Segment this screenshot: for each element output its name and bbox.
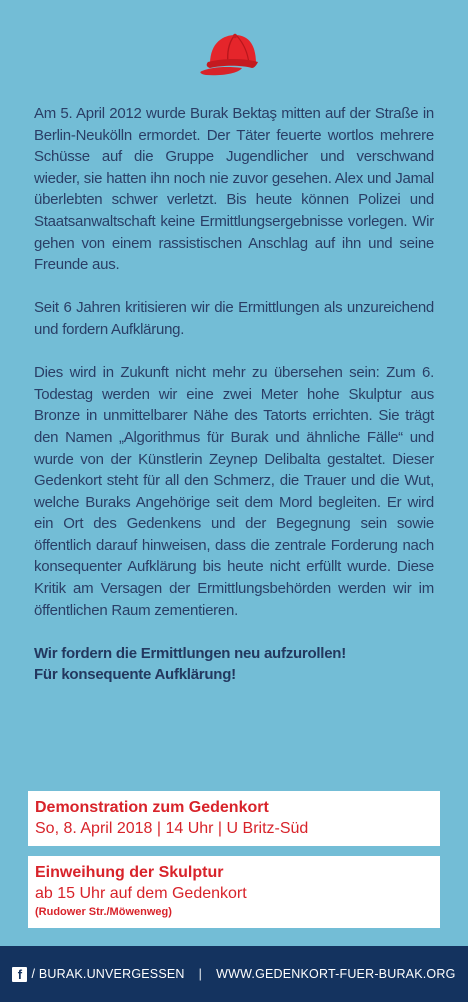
intro-paragraph: Am 5. April 2012 wurde Burak Bektaş mitten auf der Straße in Berlin-Neukölln ermordet. Der Täter feuerte wortlos mehrere Schüsse auf die Gruppe Jugendlicher und verschwand wieder, sie hatten ihn noch nie zuvor gesehen. Alex und Jamal überlebten schwer verletzt. Bis heute können Polizei und Staatsanwaltschaft keine Ermittlungsergebnisse vorlegen. Wir gehen von einem rassistischen Anschlag auf ihn und seine Freunde aus. (34, 105, 434, 274)
footer-bar (0, 946, 468, 1002)
event-demonstration (28, 791, 440, 846)
sculpture-paragraph: Dies wird in Zukunft nicht mehr zu übersehen sein: Zum 6. Todestag werden wir eine zwei Meter hohe Skulptur aus Bronze in unmittelbarer Nähe des Tatorts errichten. Sie trägt den Namen „Algorithmus für Burak und ähnliche Fälle“ und wurde von der Künstlerin Zeynep Delibalta gestaltet. Dieser Gedenkort steht für all den Schmerz, die Trauer und die Wut, welche Buraks Angehörige seit dem Mord begleiten. Er wird ein Ort des Gedenkens und der Begegnung sein sowie öffentlich darauf hinweisen, dass die zentrale Forderung nach konsequenter Aufklärung bis heute nicht erfüllt wurde. Diese Kritik am Versagen der Ermittlungsbehörden werden wir im öffentlichen Raum zementieren. (34, 364, 434, 619)
demand-heading (34, 643, 434, 686)
event-inauguration (28, 856, 440, 928)
event-2-details: ab 15 Uhr auf dem Gedenkort (35, 885, 247, 902)
footer-separator: | (198, 967, 203, 981)
event-1-title: Demonstration zum Gedenkort (35, 799, 269, 816)
facebook-handle[interactable]: / BURAK.UNVERGESSEN (31, 967, 185, 981)
critique-paragraph: Seit 6 Jahren kritisieren wir die Ermittlungen als unzureichend und fordern Aufklärung. (34, 299, 434, 338)
facebook-icon[interactable]: f (12, 967, 27, 982)
main-text (34, 103, 434, 686)
demand-line-2: Für konsequente Aufklärung! (34, 666, 236, 684)
red-cap-icon (198, 30, 264, 84)
demand-line-1: Wir fordern die Ermittlungen neu aufzurollen! (34, 644, 346, 662)
event-1-details: So, 8. April 2018 | 14 Uhr | U Britz-Süd (35, 820, 309, 837)
website-link[interactable]: WWW.GEDENKORT-FUER-BURAK.ORG (216, 967, 456, 981)
event-2-title: Einweihung der Skulptur (35, 864, 224, 881)
event-2-location: (Rudower Str./Möwenweg) (35, 906, 172, 918)
